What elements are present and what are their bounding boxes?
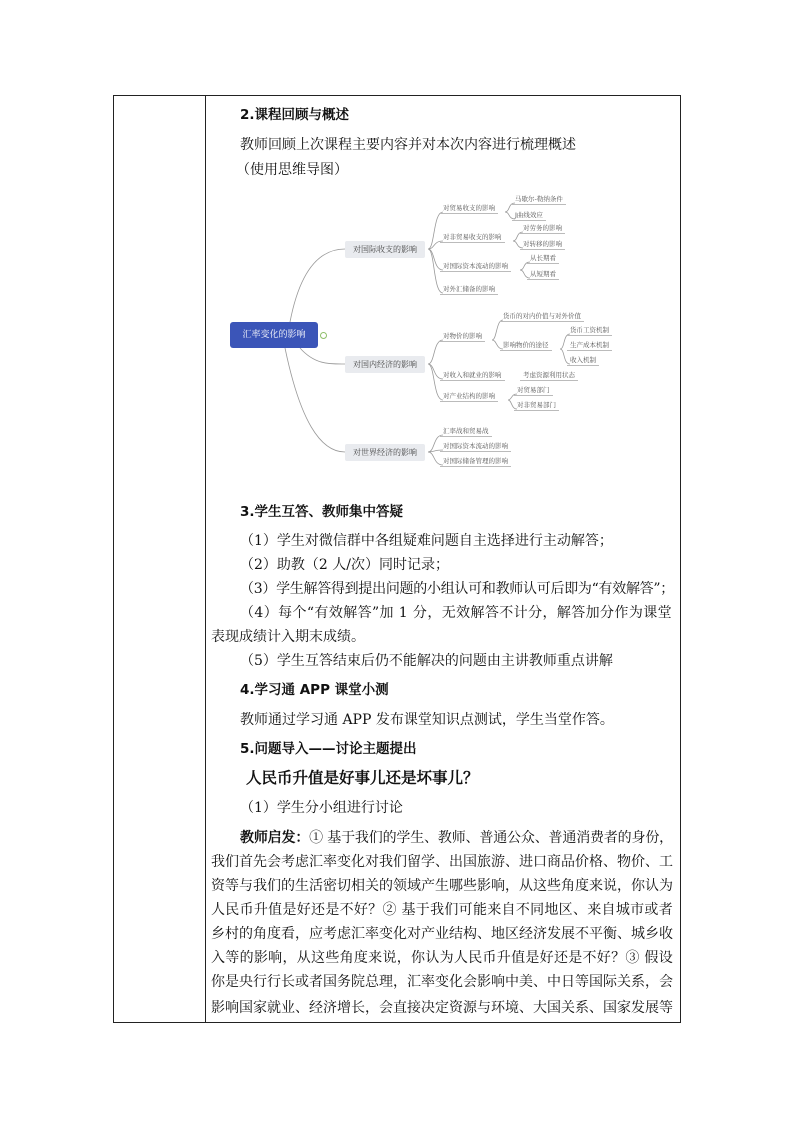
prompt-line: 乡村的角度看，应考虑汇率变化对产业结构、地区经济发展不平衡、城乡收 [211, 926, 673, 942]
mind-map-node: J曲线效应 [512, 211, 546, 221]
mind-map-node: 对物价的影响 [440, 332, 485, 342]
mind-map-node: 对国际资本流动的影响 [440, 442, 511, 452]
section-5-item: （1）学生分小组进行讨论 [240, 800, 403, 816]
section-2-text: 教师回顾上次课程主要内容并对本次内容进行梳理概述 [240, 137, 576, 153]
prompt-label: 教师启发： [240, 830, 310, 846]
prompt-first-line [240, 828, 673, 848]
mind-map-node: 对劳务的影响 [520, 224, 565, 234]
mind-map-node: 影响物价的途径 [500, 341, 552, 351]
section-4-text: 教师通过学习通 APP 发布课堂知识点测试，学生当堂作答。 [240, 712, 614, 728]
mind-map-node: 对产业结构的影响 [440, 392, 498, 402]
section-3-item: （3）学生解答得到提出问题的小组认可和教师认可后即为“有效解答”； [240, 581, 674, 597]
mind-map-node: 从长期看 [527, 254, 559, 264]
prompt-line: 影响国家就业、经济增长，会直接决定资源与环境、大国关系、国家发展等 [211, 1000, 673, 1016]
discussion-topic-title: 人民币升值是好事儿还是坏事儿？ [246, 768, 479, 787]
mind-map-node: 对贸易部门 [514, 386, 553, 396]
mind-map-node: 考虑资源利用状态 [520, 371, 578, 381]
mind-map-node: 汇率战和贸易战 [440, 427, 492, 437]
section-3-item: （1）学生对微信群中各组疑难问题自主选择进行主动解答； [240, 533, 613, 549]
section-3-item: （5）学生互答结束后仍不能解决的问题由主讲教师重点讲解 [240, 653, 613, 669]
prompt-line: 人民币升值是好还是不好？② 基于我们可能来自不同地区、来自城市或者 [211, 902, 673, 918]
mind-map-node: 货币的对内价值与对外价值 [500, 312, 584, 322]
prompt-line: 你是央行行长或者国务院总理，汇率变化会影响中美、中日等国际关系，会 [211, 974, 673, 990]
prompt-line: 入等的影响，从这些角度来说，你认为人民币升值是好还是不好？③ 假设 [211, 950, 673, 966]
mind-map-branch: 对国际收支的影响 [345, 241, 425, 258]
section-3-heading: 3.学生互答、教师集中答疑 [240, 504, 404, 520]
mind-map-node: 对贸易收支的影响 [440, 204, 498, 214]
mind-map-node: 对非贸易收支的影响 [440, 233, 505, 243]
mind-map-node: 生产成本机制 [567, 341, 612, 351]
prompt-line: ① 基于我们的学生、教师、普通公众、普通消费者的身份， [309, 830, 674, 846]
mind-map-node: 从短期看 [527, 270, 559, 280]
section-4-heading: 4.学习通 APP 课堂小测 [240, 682, 389, 698]
mind-map-node: 对外汇储备的影响 [440, 285, 498, 295]
table-border-bottom [113, 1022, 681, 1023]
mind-map-node: 对国际资本流动的影响 [440, 262, 511, 272]
mind-map-node: 马歇尔-勒纳条件 [512, 195, 566, 205]
mind-map-node: 对国际储备管理的影响 [440, 457, 511, 467]
mind-map-branch: 对国内经济的影响 [345, 356, 425, 373]
section-3-item: （4）每个“有效解答”加 1 分，无效解答不计分，解答加分作为课堂 [240, 605, 672, 621]
section-3-item: 表现成绩计入期末成绩。 [211, 629, 365, 645]
mind-map-root: 汇率变化的影响 [230, 322, 318, 348]
section-5-heading: 5.问题导入——讨论主题提出 [240, 741, 417, 757]
collapse-icon [320, 332, 327, 339]
section-2-heading: 2.课程回顾与概述 [240, 107, 350, 123]
section-3-item: （2）助教（2 人/次）同时记录； [240, 557, 449, 573]
section-2-note: （使用思维导图） [236, 162, 348, 178]
mind-map-node: 货币工资机制 [567, 326, 612, 336]
mind-map-node: 对收入和就业的影响 [440, 371, 505, 381]
mind-map-node: 收入机制 [567, 356, 599, 366]
prompt-line: 我们首先会考虑汇率变化对我们留学、出国旅游、进口商品价格、物价、工 [211, 854, 673, 870]
mind-map-branch: 对世界经济的影响 [345, 444, 425, 461]
prompt-line: 资等与我们的生活密切相关的领域产生哪些影响，从这些角度来说，你认为 [211, 878, 673, 894]
mind-map-node: 对非贸易部门 [514, 401, 559, 411]
mind-map-node: 对转移的影响 [520, 240, 565, 250]
